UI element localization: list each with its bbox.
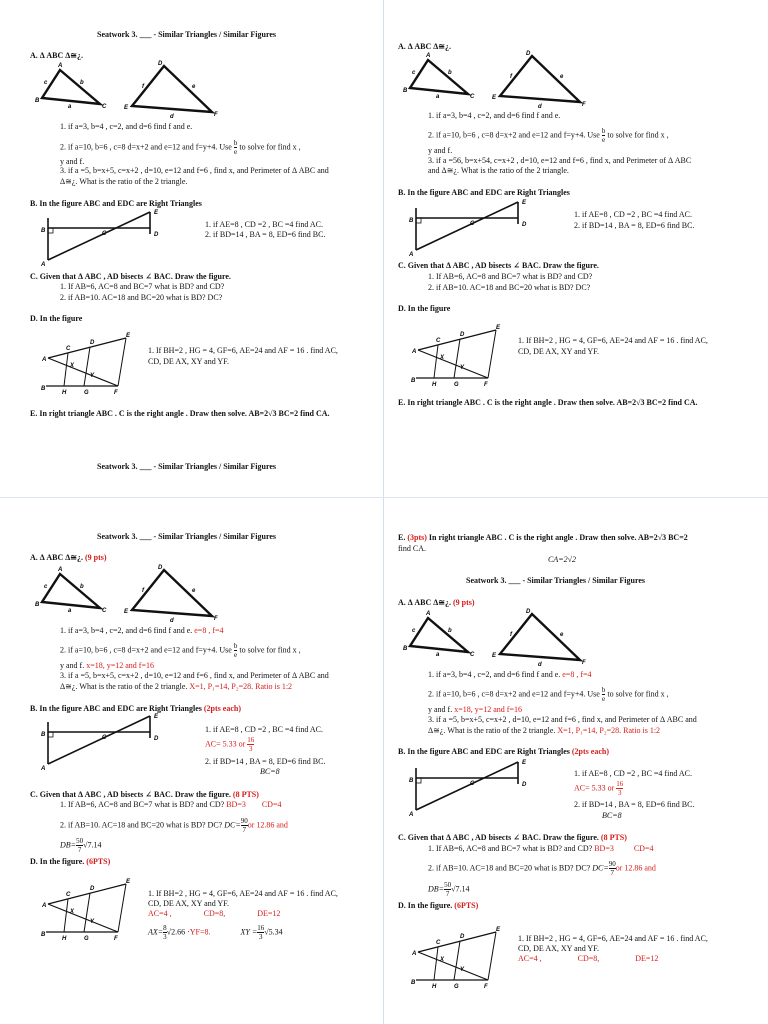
points-label: (6PTS) (454, 901, 479, 910)
section-a-heading: A. Δ ABC Δ≅¿. (398, 42, 451, 51)
svg-text:X: X (440, 957, 445, 963)
section-c-heading: C. Given that Δ ABC , AD bisects ∠ BAC. Draw the figure. (398, 261, 599, 270)
svg-text:e: e (560, 632, 564, 638)
svg-text:E: E (492, 95, 497, 101)
answer: X=1, P₁=14, P₂=28. Ratio is 1:2 (189, 682, 293, 691)
section-d-q1-cont: CD, DE AX, XY and YF. (518, 347, 599, 356)
svg-text:A: A (409, 252, 414, 258)
section-a-q1: 1. if a=3, b=4 , c=2, and d=6 find f and e. e=8 , f=4 (60, 626, 224, 635)
svg-text:D: D (522, 782, 527, 788)
svg-text:F: F (484, 382, 488, 388)
points-label: (8 PTS) (232, 790, 259, 799)
parallel-lines-figure (41, 333, 134, 396)
points-label: (8 PTS) (600, 833, 627, 842)
section-a-q3: 3. if a =5, b=x+5, c=x+2 , d=10, e=12 and f=6 , find x, and Perimeter of Δ ABC and (428, 715, 697, 724)
section-c-q2: 2. if AB=10. AC=18 and BC=20 what is BD? DC? DC= $\frac{90}{7}$ or 12.86 and (428, 860, 656, 877)
svg-text:e: e (192, 84, 196, 90)
svg-text:Y: Y (90, 919, 95, 925)
svg-text:C: C (102, 608, 107, 614)
section-c-a3: DB= $\frac{50}{7}$ √7.14 (60, 837, 102, 854)
section-b-q1: 1. if AE=8 , CD =2 , BC =4 find AC. (205, 220, 323, 229)
svg-text:d: d (538, 662, 542, 668)
section-b-q2: 2. if BD=14 , BA = 8, ED=6 find BC. (574, 800, 695, 809)
points-label: (2pts each) (203, 704, 241, 713)
svg-text:C: C (102, 735, 107, 741)
svg-text:d: d (170, 114, 174, 120)
section-d-heading: D. In the figure. (6PTS) (30, 857, 111, 866)
svg-text:B: B (409, 218, 414, 224)
svg-text:c: c (44, 80, 48, 86)
svg-text:B: B (409, 778, 414, 784)
svg-text:C: C (470, 221, 475, 227)
svg-text:B: B (41, 732, 46, 738)
svg-text:D: D (526, 51, 531, 57)
section-a-q2: 2. if a=10, b=6 , c=8 d=x+2 and e=12 and f=y+4. Use $\frac{b}{e}$ to solve for find x , (60, 642, 301, 659)
svg-text:E: E (496, 325, 501, 331)
answer: x=18, y=12 and f=16 (86, 661, 154, 670)
svg-text:A: A (426, 53, 431, 59)
section-d-heading: D. In the figure (30, 314, 83, 323)
section-a-heading: A. Δ ABC Δ≅¿. (9 pts) (30, 553, 107, 562)
parallel-lines-figure (411, 927, 504, 990)
section-a-q1: 1. if a=3, b=4 , c=2, and d=6 find f and e. (60, 122, 193, 131)
svg-text:F: F (214, 616, 218, 622)
answer: e=8 , f=4 (194, 626, 224, 635)
section-b-q2: 2. if BD=14 , BA = 8, ED=6 find BC. (574, 221, 695, 230)
svg-text:f: f (142, 588, 144, 594)
svg-text:E: E (522, 200, 527, 206)
worksheet-bottom-left (0, 440, 383, 1024)
svg-text:G: G (84, 390, 89, 396)
section-c-heading: C. Given that Δ ABC , AD bisects ∠ BAC. Draw the figure. (8 PTS) (398, 833, 627, 842)
svg-text:A: A (412, 951, 417, 957)
svg-text:e: e (560, 74, 564, 80)
points-label: (2pts each) (571, 747, 609, 756)
worksheet-title: Seatwork 3. ___ - Similar Triangles / Similar Figures (97, 532, 277, 541)
worksheet-top-left (0, 0, 383, 497)
svg-text:A: A (58, 567, 63, 573)
section-d-answers-row2: AX= $\frac{8}{3}$ √2.66 ·YF=8. XY = $\frac{16}{3}$ √5.34 (148, 924, 283, 941)
section-a-q2-cont: y and f. (428, 146, 453, 155)
section-b-q1: 1. if AE=8 , CD =2 , BC =4 find AC. (574, 769, 692, 778)
svg-text:E: E (154, 714, 159, 720)
svg-text:f: f (510, 632, 512, 638)
section-b-a1: AC= 5.33 or $\frac{16}{3}$ (205, 736, 255, 753)
svg-text:d: d (170, 618, 174, 624)
svg-text:G: G (84, 936, 89, 942)
similar-triangles-figure (402, 50, 592, 110)
svg-text:C: C (102, 104, 107, 110)
section-a-q1: 1. if a=3, b=4 , c=2, and d=6 find f and e. (428, 111, 561, 120)
section-a-q3: 3. if a =5, b=x+5, c=x+2 , d=10, e=12 and f=6 , find x, and Perimeter of Δ ABC and (60, 671, 329, 680)
svg-text:D: D (460, 934, 465, 940)
svg-text:B: B (411, 378, 416, 384)
svg-text:H: H (62, 390, 67, 396)
svg-text:E: E (492, 653, 497, 659)
svg-text:D: D (90, 886, 95, 892)
svg-text:b: b (448, 70, 452, 76)
section-a-q3-cont: Δ≅¿. What is the ratio of the 2 triangle. (60, 177, 188, 186)
points-label: (6PTS) (86, 857, 111, 866)
svg-text:d: d (538, 104, 542, 110)
right-triangles-figure (408, 198, 528, 258)
svg-text:A: A (58, 63, 63, 69)
section-d-answers-row1: AC=4 , CD=8, DE=12 (518, 954, 659, 963)
similar-triangles-figure (34, 60, 224, 120)
section-b-q1: 1. if AE=8 , CD =2 , BC =4 find AC. (205, 725, 323, 734)
section-d-q1: 1. If BH=2 , HG = 4, GF=6, AE=24 and AF = 16 . find AC, (148, 889, 338, 898)
section-a-q3-cont: and Δ≅¿. What is the ratio of the 2 triangle. (428, 166, 569, 175)
section-b-a2: BC=8 (602, 811, 622, 820)
section-e-answer: CA=2√2 (548, 555, 577, 564)
section-a-q3-cont: Δ≅¿. What is the ratio of the 2 triangle. X=1, P₁=14, P₂=28. Ratio is 1:2 (428, 726, 661, 735)
section-a-q3: 3. if a =56, b=x+54, c=x+2 , d=10, e=12 and f=6 , find x, and Perimeter of Δ ABC (428, 156, 692, 165)
svg-text:X: X (70, 909, 75, 915)
section-c-q2: 2. if AB=10. AC=18 and BC=20 what is BD? DC? (60, 293, 223, 302)
svg-text:H: H (62, 936, 67, 942)
section-d-answers-row1: AC=4 , CD=8, DE=12 (148, 909, 281, 918)
parallel-lines-figure (411, 325, 504, 388)
answer: BD=3 (226, 800, 246, 809)
parallel-lines-figure (41, 879, 134, 942)
section-a-q2-cont: y and f. x=18, y=12 and f=16 (60, 661, 154, 670)
answer: x=18, y=12 and f=16 (454, 705, 522, 714)
svg-text:D: D (158, 61, 163, 67)
section-b-a2: BC=8 (260, 767, 280, 776)
section-c-q1: 1. If AB=6, AC=8 and BC=7 what is BD? and CD? BD=3 CD=4 (428, 844, 654, 853)
svg-text:a: a (68, 104, 72, 110)
svg-text:D: D (460, 332, 465, 338)
section-c-q2: 2. if AB=10. AC=18 and BC=20 what is BD? DC? (428, 283, 591, 292)
svg-text:B: B (403, 646, 408, 652)
svg-text:G: G (454, 984, 459, 990)
svg-text:A: A (41, 262, 46, 268)
section-a-q3-cont: Δ≅¿. What is the ratio of the 2 triangle. X=1, P₁=14, P₂=28. Ratio is 1:2 (60, 682, 293, 691)
section-b-heading: B. In the figure ABC and EDC are Right Triangles (2pts each) (30, 704, 241, 713)
svg-text:C: C (66, 892, 71, 898)
svg-text:B: B (35, 602, 40, 608)
svg-text:C: C (102, 231, 107, 237)
svg-text:E: E (522, 760, 527, 766)
svg-text:F: F (114, 936, 118, 942)
section-a-q2-cont: y and f. x=18, y=12 and f=16 (428, 705, 522, 714)
svg-text:B: B (41, 386, 46, 392)
svg-text:Y: Y (460, 365, 465, 371)
svg-text:E: E (124, 105, 129, 111)
similar-triangles-figure (34, 564, 224, 624)
section-c-a3: DB= $\frac{50}{7}$ √7.14 (428, 881, 470, 898)
svg-text:e: e (192, 588, 196, 594)
points-label: (9 pts) (452, 598, 475, 607)
section-e-heading: E. In right triangle ABC . C is the right angle . Draw then solve. AB=2√3 BC=2 find CA. (398, 398, 698, 407)
worksheet-title-top: Seatwork 3. ___ - Similar Triangles / Similar Figures (97, 462, 277, 471)
svg-text:B: B (35, 98, 40, 104)
right-triangles-figure (40, 712, 160, 772)
answer: CD=4 (261, 800, 282, 809)
svg-text:A: A (42, 357, 47, 363)
svg-text:a: a (436, 94, 440, 100)
svg-text:A: A (42, 903, 47, 909)
svg-text:b: b (448, 628, 452, 634)
section-c-q1: 1. If AB=6, AC=8 and BC=7 what is BD? and CD? (60, 282, 225, 291)
section-b-a1: AC= 5.33 or $\frac{16}{3}$ (574, 780, 624, 797)
worksheet-title: Seatwork 3. ___ - Similar Triangles / Similar Figures (466, 576, 646, 585)
right-triangles-figure (408, 758, 528, 818)
svg-text:B: B (41, 228, 46, 234)
section-a-q2: 2. if a=10, b=6 , c=8 d=x+2 and e=12 and f=y+4. Use $\frac{b}{e}$ to solve for find x , (428, 686, 669, 703)
worksheet-top-right (384, 0, 768, 497)
points-label: (9 pts) (84, 553, 107, 562)
section-b-q1: 1. if AE=8 , CD =2 , BC =4 find AC. (574, 210, 692, 219)
svg-text:F: F (582, 660, 586, 666)
section-d-q1: 1. If BH=2 , HG = 4, GF=6, AE=24 and AF = 16 . find AC, (518, 336, 708, 345)
section-b-q2: 2. if BD=14 , BA = 8, ED=6 find BC. (205, 230, 326, 239)
svg-text:C: C (470, 94, 475, 100)
svg-text:C: C (470, 652, 475, 658)
answer: BD=3 (594, 844, 614, 853)
svg-text:D: D (522, 222, 527, 228)
svg-text:b: b (80, 80, 84, 86)
svg-text:c: c (44, 584, 48, 590)
section-c-q1: 1. If AB=6, AC=8 and BC=7 what is BD? and CD? (428, 272, 593, 281)
svg-text:X: X (440, 355, 445, 361)
svg-text:E: E (126, 879, 131, 885)
similar-triangles-figure (402, 608, 592, 668)
svg-text:C: C (66, 346, 71, 352)
section-d-q1: 1. If BH=2 , HG = 4, GF=6, AE=24 and AF = 16 . find AC, (148, 346, 338, 355)
section-d-q1: 1. If BH=2 , HG = 4, GF=6, AE=24 and AF = 16 . find AC, (518, 934, 708, 943)
svg-text:b: b (80, 584, 84, 590)
svg-text:E: E (496, 927, 501, 933)
section-e-heading: E. In right triangle ABC . C is the right angle . Draw then solve. AB=2√3 BC=2 find CA. (30, 409, 330, 418)
svg-text:A: A (409, 812, 414, 818)
section-b-heading: B. In the figure ABC and EDC are Right Triangles (2pts each) (398, 747, 609, 756)
answer: CD=4 (633, 844, 654, 853)
svg-text:F: F (484, 984, 488, 990)
svg-text:D: D (158, 565, 163, 571)
svg-text:D: D (154, 232, 159, 238)
svg-text:c: c (412, 628, 416, 634)
section-d-q1-cont: CD, DE AX, XY and YF. (148, 357, 229, 366)
svg-text:D: D (526, 609, 531, 615)
svg-text:B: B (403, 88, 408, 94)
svg-text:Y: Y (90, 373, 95, 379)
section-d-heading: D. In the figure. (6PTS) (398, 901, 479, 910)
svg-text:B: B (411, 980, 416, 986)
section-c-heading: C. Given that Δ ABC , AD bisects ∠ BAC. Draw the figure. (8 PTS) (30, 790, 259, 799)
svg-text:D: D (90, 340, 95, 346)
svg-text:F: F (114, 390, 118, 396)
svg-text:C: C (470, 781, 475, 787)
section-a-q2-cont: y and f. (60, 157, 85, 166)
section-d-heading: D. In the figure (398, 304, 451, 313)
svg-text:F: F (214, 112, 218, 118)
section-e-heading: E. (3pts) In right triangle ABC . C is the right angle . Draw then solve. AB=2√3 BC=2 (398, 533, 688, 542)
answer: X=1, P₁=14, P₂=28. Ratio is 1:2 (557, 726, 661, 735)
svg-text:f: f (142, 84, 144, 90)
svg-text:X: X (70, 363, 75, 369)
svg-text:f: f (510, 74, 512, 80)
svg-text:a: a (436, 652, 440, 658)
section-a-q3: 3. if a =5, b=x+5, c=x+2 , d=10, e=12 and f=6 , find x, and Perimeter of Δ ABC and (60, 166, 329, 175)
section-a-q2: 2. if a=10, b=6 , c=8 d=x+2 and e=12 and f=y+4. Use $\frac{b}{e}$ to solve for find x , (60, 139, 301, 156)
svg-text:E: E (124, 609, 129, 615)
points-label: (3pts) (407, 533, 427, 542)
section-d-q1-cont: CD, DE AX, XY and YF. (518, 944, 599, 953)
svg-text:F: F (582, 102, 586, 108)
svg-text:c: c (412, 70, 416, 76)
answer: e=8 , f=4 (562, 670, 592, 679)
worksheet-bottom-right (384, 498, 768, 1024)
svg-text:C: C (436, 940, 441, 946)
section-c-q2: 2. if AB=10. AC=18 and BC=20 what is BD? DC? DC= $\frac{90}{7}$ or 12.86 and (60, 817, 288, 834)
section-c-q1: 1. If AB=6, AC=8 and BC=7 what is BD? and CD? BD=3 CD=4 (60, 800, 282, 809)
right-triangles-figure (40, 208, 160, 268)
svg-text:A: A (426, 611, 431, 617)
svg-text:G: G (454, 382, 459, 388)
svg-text:A: A (41, 766, 46, 772)
svg-text:H: H (432, 382, 437, 388)
worksheet-title: Seatwork 3. ___ - Similar Triangles / Similar Figures (97, 30, 277, 39)
section-b-heading: B. In the figure ABC and EDC are Right Triangles (398, 188, 570, 197)
svg-text:B: B (41, 932, 46, 938)
section-c-heading: C. Given that Δ ABC , AD bisects ∠ BAC. Draw the figure. (30, 272, 231, 281)
section-d-q1-cont: CD, DE AX, XY and YF. (148, 899, 229, 908)
svg-text:C: C (436, 338, 441, 344)
svg-text:E: E (154, 210, 159, 216)
svg-text:E: E (126, 333, 131, 339)
section-a-q2: 2. if a=10, b=6 , c=8 d=x+2 and e=12 and f=y+4. Use $\frac{b}{e}$ to solve for find x , (428, 127, 669, 144)
section-a-heading: A. Δ ABC Δ≅¿. (30, 51, 83, 60)
svg-text:a: a (68, 608, 72, 614)
section-a-q1: 1. if a=3, b=4 , c=2, and d=6 find f and e. e=8 , f=4 (428, 670, 592, 679)
section-b-heading: B. In the figure ABC and EDC are Right Triangles (30, 199, 202, 208)
section-a-heading: A. Δ ABC Δ≅¿. (9 pts) (398, 598, 475, 607)
section-e-cont: find CA. (398, 544, 426, 553)
svg-text:Y: Y (460, 967, 465, 973)
svg-text:H: H (432, 984, 437, 990)
svg-text:D: D (154, 736, 159, 742)
section-b-q2: 2. if BD=14 , BA = 8, ED=6 find BC. (205, 757, 326, 766)
svg-text:A: A (412, 349, 417, 355)
